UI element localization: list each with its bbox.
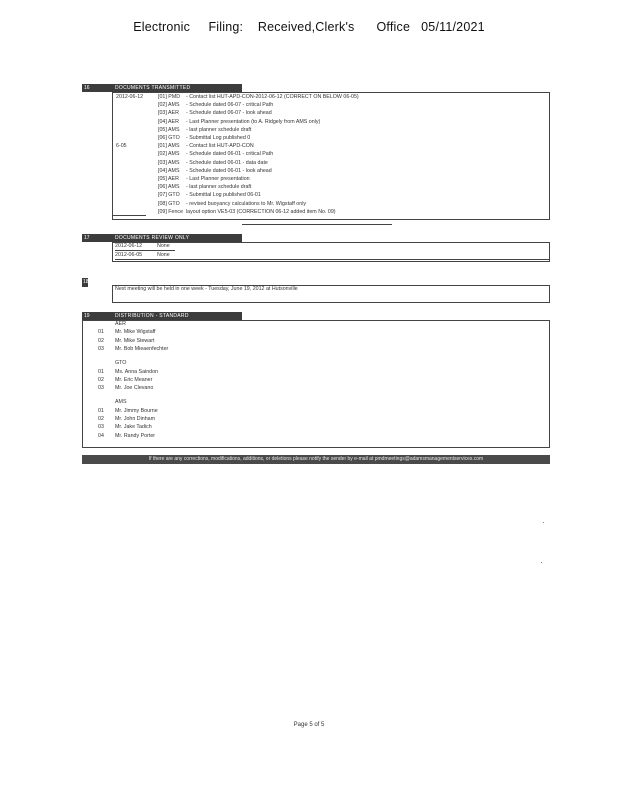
row-doc-code: [07] GTO bbox=[158, 192, 180, 199]
row-doc-description: - Submittal Log published 06-01 bbox=[186, 192, 261, 199]
row-doc-code: [08] GTO bbox=[158, 200, 180, 207]
distribution-number: 03 bbox=[98, 424, 104, 431]
section-number: 18 bbox=[83, 279, 89, 285]
distribution-number: 02 bbox=[98, 416, 104, 422]
distribution-number: 03 bbox=[98, 345, 104, 352]
distribution-person: Mr. Randy Porter bbox=[115, 432, 156, 439]
row-status: None bbox=[157, 243, 170, 249]
row-doc-description: - Schedule dated 06-01 - look ahead bbox=[186, 167, 272, 174]
section-number: 17 bbox=[82, 234, 112, 242]
row-date: 2012-06-12 bbox=[115, 243, 143, 249]
footer-notice: If there are any corrections, modifications, additions, or deletions please notify the sender by e-mail at pmdmeetings@adamsmanagementservices.com bbox=[82, 455, 550, 464]
row-doc-code: [05] AMS bbox=[158, 126, 180, 133]
distribution-person: Mr. Joe Clevano bbox=[115, 385, 154, 392]
section-17-documents-review bbox=[82, 234, 550, 272]
distribution-person: Mr. Eric Meaner bbox=[115, 376, 153, 383]
scan-speck bbox=[541, 562, 542, 563]
section-title: DOCUMENTS TRANSMITTED bbox=[112, 84, 242, 92]
section-title: DOCUMENTS REVIEW ONLY bbox=[112, 234, 242, 242]
row-doc-code: [04] AMS bbox=[158, 167, 180, 174]
section-18-next-meeting bbox=[82, 278, 550, 306]
distribution-person: Mr. Mike Wigstaff bbox=[115, 329, 156, 336]
distribution-number: 02 bbox=[98, 337, 104, 344]
divider bbox=[242, 224, 392, 225]
row-doc-description: - Submittal Log published 0 bbox=[186, 135, 251, 141]
distribution-person: Mr. Mike Stewart bbox=[115, 337, 155, 344]
distribution-number: 02 bbox=[98, 376, 104, 383]
distribution-number: 01 bbox=[98, 329, 104, 336]
row-date: 2012-06-12 bbox=[116, 94, 144, 100]
row-doc-description: - Contact list HUT-APD-CON bbox=[186, 143, 254, 150]
distribution-group-name: AMS bbox=[115, 399, 127, 406]
row-date: 6-05 bbox=[116, 143, 127, 150]
section-19-distribution bbox=[82, 312, 550, 452]
distribution-group-name: AER bbox=[115, 321, 126, 327]
row-doc-description: - Schedule dated 06-07 - look ahead bbox=[186, 110, 272, 117]
row-doc-code: [03] AMS bbox=[158, 159, 180, 166]
section-number: 16 bbox=[82, 84, 112, 92]
distribution-number: 03 bbox=[98, 385, 104, 392]
row-doc-code: [04] AER bbox=[158, 118, 179, 125]
row-doc-code: [09] Fence bbox=[158, 208, 184, 215]
row-doc-code: [06] AMS bbox=[158, 184, 180, 191]
distribution-person: Mr. John Dinham bbox=[115, 416, 156, 422]
row-doc-description: - Schedule dated 06-07 - critical Path bbox=[186, 102, 274, 109]
section-number: 19 bbox=[82, 312, 112, 320]
row-doc-code: [01] PMD bbox=[158, 94, 181, 100]
row-doc-description: - Schedule dated 06-01 - critical Path bbox=[186, 151, 274, 158]
distribution-number: 04 bbox=[98, 432, 104, 439]
page-number: Page 5 of 5 bbox=[293, 722, 325, 728]
distribution-person: Mr. Bob Mieaenfechter bbox=[115, 345, 169, 352]
row-doc-code: [02] AMS bbox=[158, 102, 180, 109]
row-doc-description: - revised buoyancy calculations to Mr. Wigstaff only bbox=[186, 200, 307, 207]
divider bbox=[115, 250, 175, 251]
row-doc-description: layout option VE5-03 (CORRECTION 06-12 added item No. 09) bbox=[186, 208, 336, 215]
row-doc-description: - Last Planner presentation bbox=[186, 176, 250, 182]
distribution-number: 01 bbox=[98, 368, 104, 375]
section-title: DISTRIBUTION - STANDARD bbox=[112, 312, 242, 320]
row-doc-code: [02] AMS bbox=[158, 151, 180, 158]
row-doc-description: - Contact list HUT-APD-CON-2012-06-12 (CORRECT ON BELOW 06-05) bbox=[186, 94, 359, 100]
row-doc-description: - last planner schedule draft bbox=[186, 126, 252, 133]
row-doc-code: [01] AMS bbox=[158, 143, 180, 150]
row-doc-description: - Last Planner presentation (to A. Ridgely from AMS only) bbox=[186, 118, 321, 125]
filing-stamp: Electronic Filing: Received,Clerk's Office 05/11/2021 bbox=[133, 20, 485, 34]
section-16-documents-transmitted bbox=[82, 84, 550, 229]
row-date: 2012-06-05 bbox=[115, 251, 143, 258]
distribution-number: 01 bbox=[98, 407, 104, 414]
distribution-person: Mr. Jake Tadich bbox=[115, 424, 152, 431]
divider bbox=[112, 215, 146, 216]
distribution-person: Ms. Anna Saindon bbox=[115, 368, 158, 375]
divider bbox=[115, 259, 550, 260]
distribution-person: Mr. Jimmy Bourne bbox=[115, 407, 158, 414]
row-doc-code: [06] GTO bbox=[158, 135, 180, 141]
scan-speck bbox=[543, 522, 544, 523]
next-meeting-text: Next meeting will be held in one week - Tuesday, June 19, 2012 at Hutsonville bbox=[115, 286, 298, 292]
row-doc-description: - Schedule dated 06-01 - data date bbox=[186, 159, 268, 166]
row-doc-description: - last planner schedule draft bbox=[186, 184, 252, 191]
row-status: None bbox=[157, 251, 170, 258]
row-doc-code: [03] AER bbox=[158, 110, 179, 117]
distribution-group-name: GTO bbox=[115, 360, 127, 367]
row-doc-code: [05] AER bbox=[158, 176, 179, 182]
